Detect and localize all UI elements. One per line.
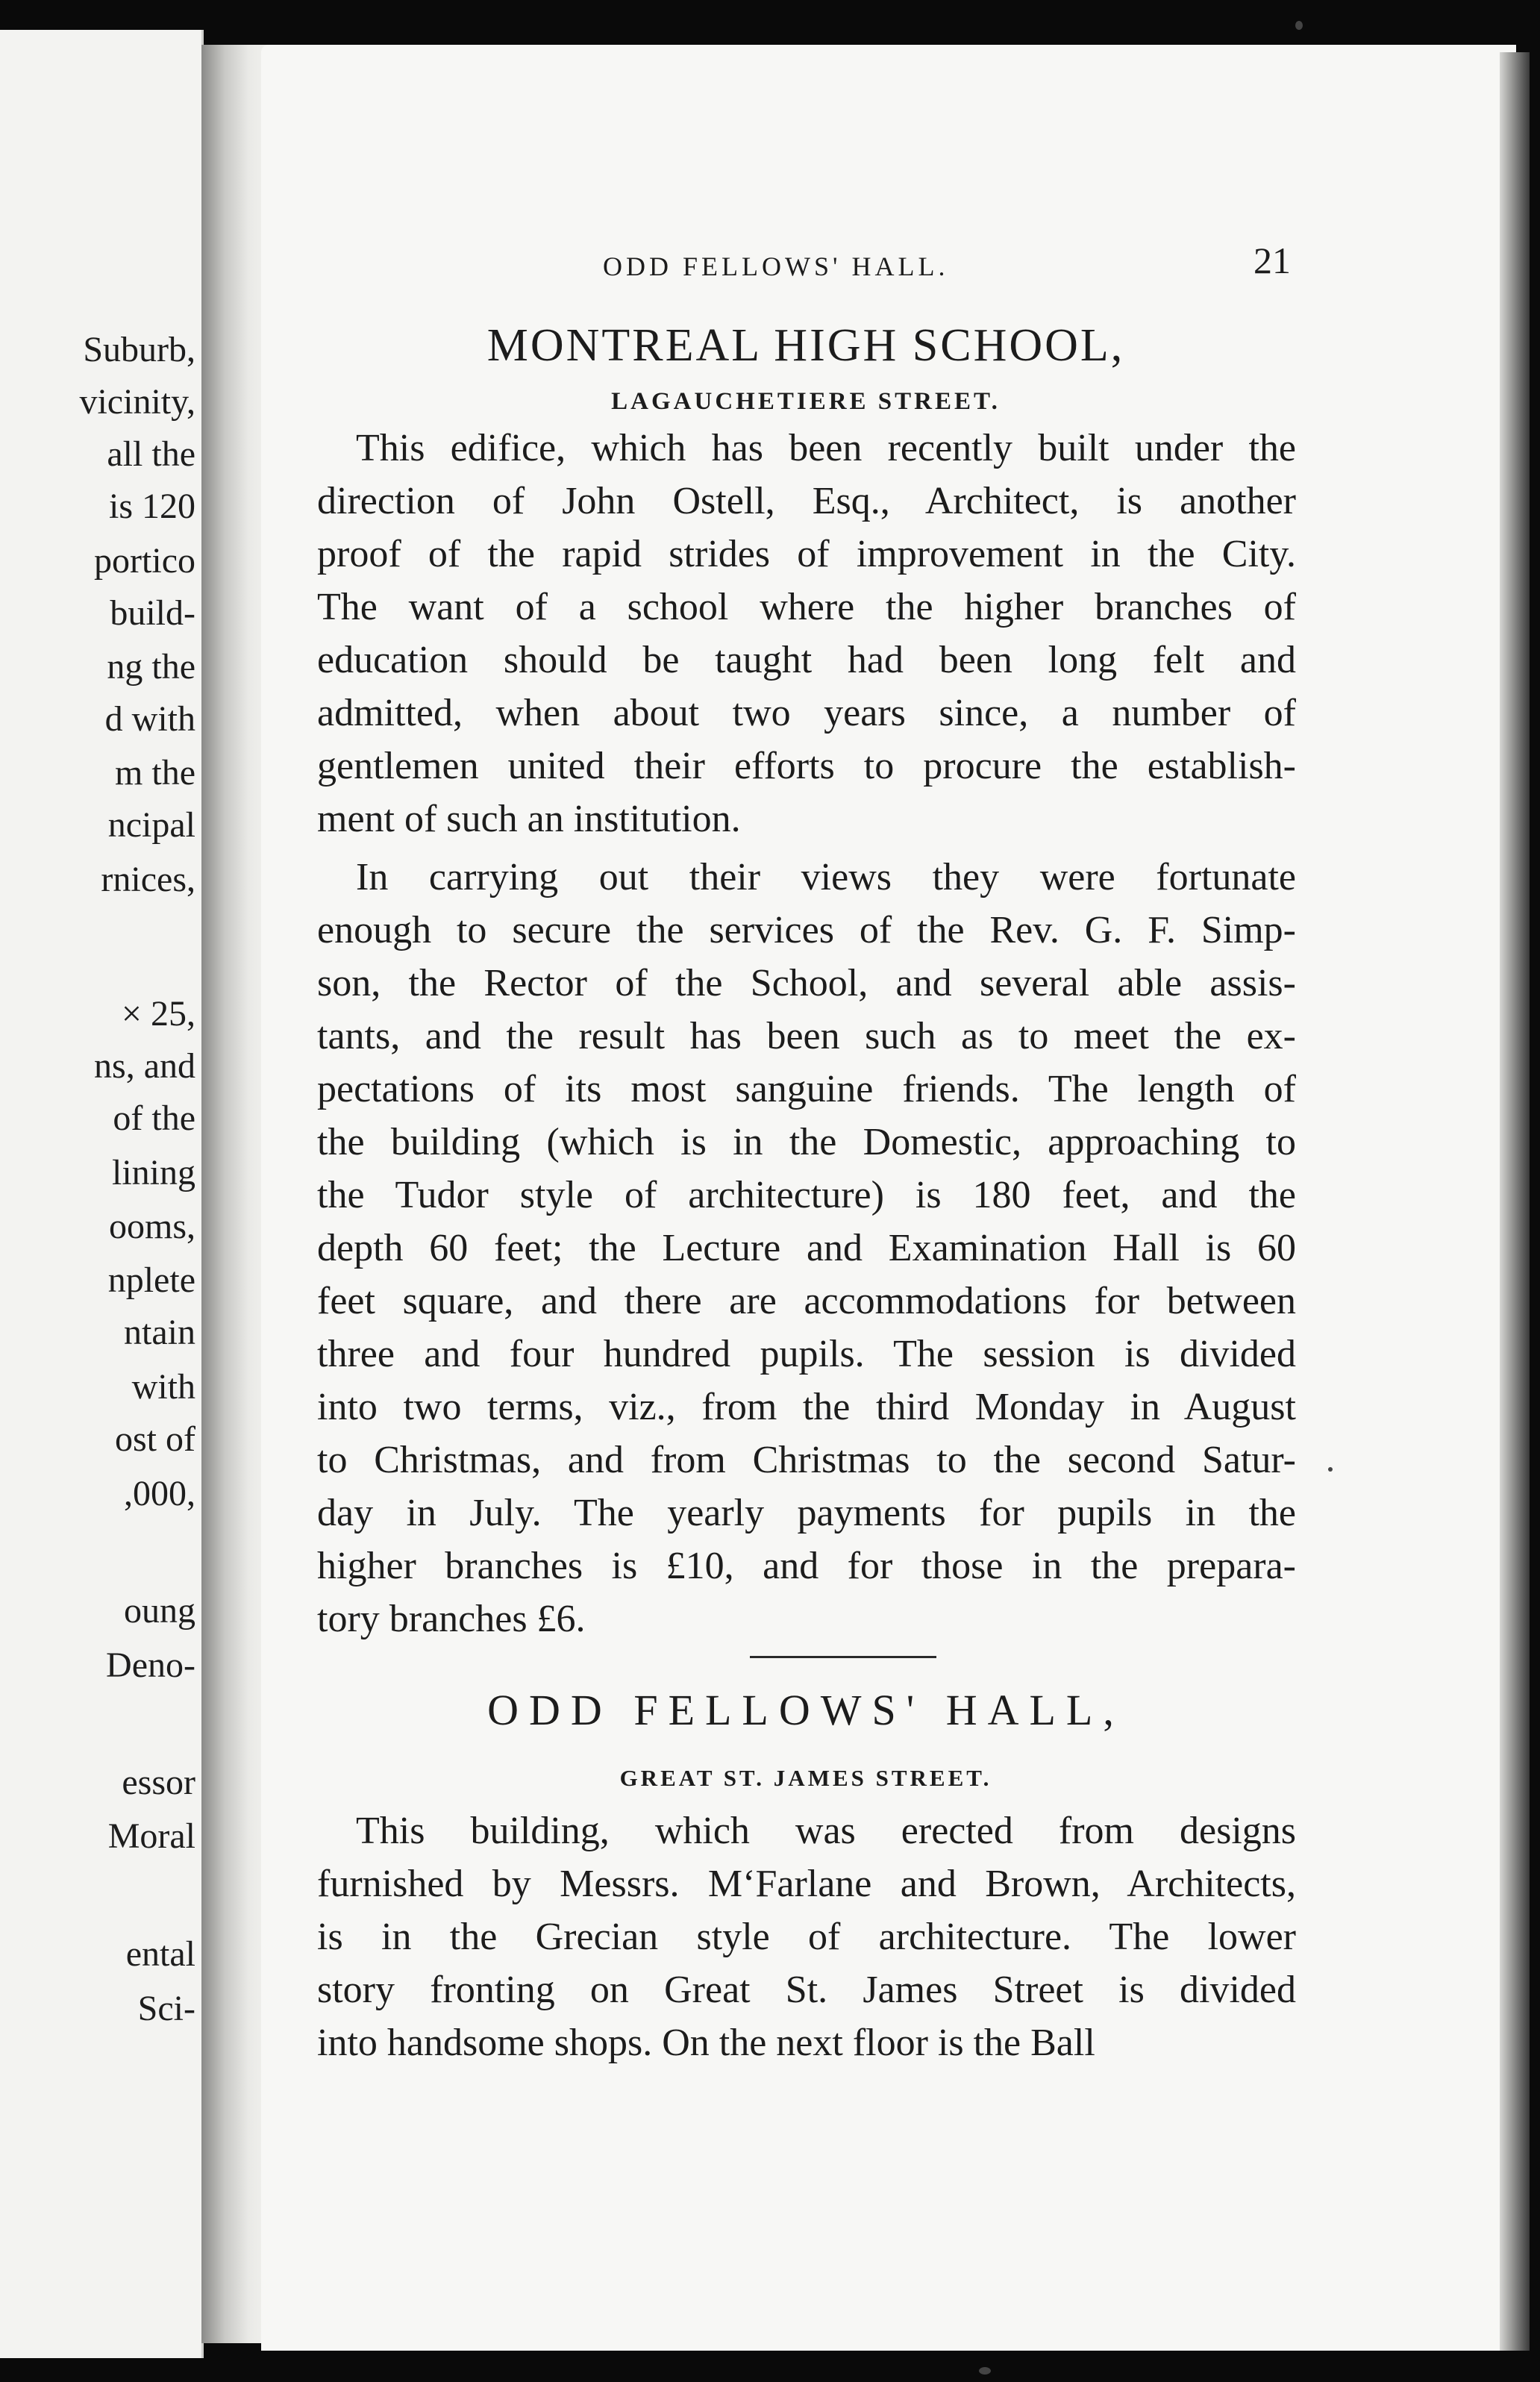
text-line: depth 60 feet; the Lecture and Examination Hall is 60: [317, 1227, 1296, 1269]
left-page-line: ooms,: [108, 1207, 195, 1246]
text-line: gentlemen united their efforts to procure the establish-: [317, 745, 1296, 787]
left-page-line: ntain: [124, 1313, 195, 1352]
left-page-line: ost of: [115, 1419, 195, 1459]
section-title-odd-fellows: ODD FELLOWS' HALL,: [487, 1686, 1124, 1734]
left-page-line: essor: [122, 1763, 195, 1802]
left-page-line: ental: [125, 1934, 195, 1974]
text-line: admitted, when about two years since, a number of: [317, 692, 1296, 734]
left-page-line: m the: [115, 753, 195, 793]
text-line: the Tudor style of architecture) is 180 feet, and the: [317, 1174, 1296, 1216]
page-bottom-edge: [246, 2351, 1530, 2382]
text-line: into handsome shops. On the next floor is the Ball: [317, 2022, 1095, 2064]
paragraph-high-school-1: [317, 422, 1296, 845]
scan-speck: [1295, 21, 1303, 30]
book-gutter: [201, 45, 269, 2343]
text-line: tory branches £6.: [317, 1598, 586, 1640]
paragraph-high-school-2: [317, 851, 1296, 1645]
left-page-line: ,000,: [124, 1474, 195, 1513]
text-line: is in the Grecian style of architecture. The lower: [317, 1916, 1296, 1958]
left-page-line: all the: [107, 434, 195, 474]
left-page-line: portico: [94, 541, 195, 581]
left-page-line: nplete: [107, 1260, 195, 1300]
page-edge-shadow: [1500, 52, 1530, 2366]
page-header: [321, 239, 1291, 284]
section-divider: [750, 1656, 936, 1658]
left-page-line: oung: [124, 1591, 195, 1631]
text-line: feet square, and there are accommodations for between: [317, 1280, 1296, 1322]
left-page-line: with: [131, 1367, 195, 1407]
left-page-line: d with: [104, 699, 195, 739]
text-line: three and four hundred pupils. The session is divided: [317, 1333, 1296, 1375]
left-page-text: [0, 30, 201, 2358]
left-page-line: × 25,: [121, 994, 195, 1034]
paragraph-odd-fellows-1: [317, 1804, 1296, 2069]
scan-speck: [979, 2367, 991, 2375]
left-page-line: rnices,: [101, 860, 195, 899]
text-line: This edifice, which has been recently built under the: [356, 427, 1296, 469]
left-page-line: ns, and: [94, 1046, 195, 1086]
text-line: enough to secure the services of the Rev. G. F. Simp-: [317, 909, 1296, 951]
left-page-line: Deno-: [106, 1645, 195, 1685]
section-subtitle-odd-fellows: GREAT ST. JAMES STREET.: [619, 1765, 992, 1791]
text-line: to Christmas, and from Christmas to the second Satur-: [317, 1439, 1296, 1481]
left-page-line: ncipal: [107, 805, 195, 845]
text-line: direction of John Ostell, Esq., Architect, is another: [317, 480, 1296, 522]
left-facing-page: [0, 30, 204, 2358]
left-page-line: of the: [113, 1098, 195, 1138]
text-line: day in July. The yearly payments for pupils in the: [317, 1492, 1296, 1534]
text-line: son, the Rector of the School, and several able assis-: [317, 962, 1296, 1004]
text-line: higher branches is £10, and for those in the prepara-: [317, 1545, 1296, 1587]
left-page-line: ng the: [107, 647, 195, 687]
text-line: story fronting on Great St. James Street is divided: [317, 1969, 1296, 2011]
left-page-line: Moral: [107, 1816, 195, 1856]
scan-speck: [1328, 1467, 1333, 1472]
left-page-line: Sci-: [137, 1989, 195, 2028]
left-page-line: is 120: [108, 487, 195, 526]
left-page-line: lining: [111, 1153, 195, 1192]
section-title-high-school: MONTREAL HIGH SCHOOL,: [486, 320, 1125, 371]
left-page-line: Suburb,: [83, 330, 195, 369]
text-line: education should be taught had been long felt and: [317, 639, 1296, 681]
text-line: The want of a school where the higher branches of: [317, 586, 1296, 628]
text-line: the building (which is in the Domestic, approaching to: [317, 1121, 1296, 1163]
page-number: 21: [1253, 240, 1291, 281]
text-line: proof of the rapid strides of improvement in the City.: [317, 533, 1296, 575]
text-line: pectations of its most sanguine friends. The length of: [317, 1068, 1296, 1110]
text-line: into two terms, viz., from the third Monday in August: [317, 1386, 1296, 1428]
running-head: ODD FELLOWS' HALL.: [603, 251, 949, 281]
text-line: In carrying out their views they were fortunate: [356, 856, 1296, 898]
left-page-line: build-: [110, 593, 195, 633]
text-line: furnished by Messrs. M‘Farlane and Brown, Architects,: [317, 1863, 1296, 1905]
section-subtitle-high-school: LAGAUCHETIERE STREET.: [611, 388, 1001, 415]
text-line: This building, which was erected from designs: [356, 1810, 1296, 1852]
left-page-line: vicinity,: [79, 382, 195, 422]
text-line: tants, and the result has been such as to meet the ex-: [317, 1015, 1296, 1057]
text-line: ment of such an institution.: [317, 798, 741, 840]
